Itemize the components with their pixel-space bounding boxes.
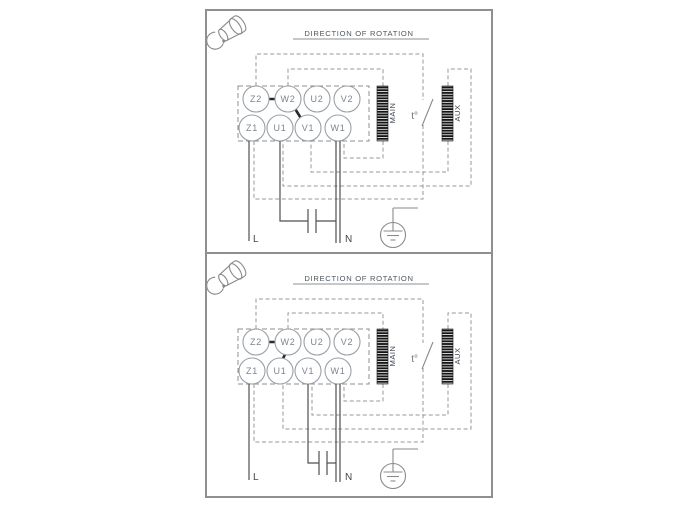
direction-of-rotation-label: DIRECTION OF ROTATION — [304, 29, 414, 38]
terminal-u2-label: U2 — [310, 94, 324, 105]
terminal-block — [238, 329, 369, 384]
thermal-switch-label: t° — [411, 111, 418, 122]
neutral-label: N — [345, 472, 353, 483]
wiring-diagram-2 — [207, 254, 491, 495]
aux-winding — [442, 86, 462, 141]
terminal-w2-label: W2 — [280, 94, 296, 105]
capacitor-wire-left — [308, 384, 319, 463]
thermal-switch — [411, 99, 433, 126]
neutral-wire — [336, 141, 340, 243]
main-winding — [377, 329, 397, 384]
terminal-z2-label: Z2 — [249, 337, 263, 348]
terminal-v1-label: V1 — [301, 123, 315, 134]
terminal-v1-label: V1 — [301, 366, 315, 377]
terminal-u2-label: U2 — [310, 337, 324, 348]
line-label: L — [253, 234, 259, 245]
terminal-w1-label: W1 — [330, 366, 346, 377]
motor-rotation-icon — [207, 259, 248, 298]
terminal-block — [238, 86, 369, 141]
capacitor-wire-left — [280, 141, 308, 221]
external-wiring — [249, 384, 352, 483]
neutral-label: N — [345, 234, 353, 245]
jumper-w2-v1 — [296, 110, 301, 118]
thermal-switch — [411, 342, 433, 369]
terminal-u1-label: U1 — [273, 123, 287, 134]
earth-ground-icon — [381, 449, 419, 489]
terminal-w2-label: W2 — [280, 337, 296, 348]
terminal-w1-label: W1 — [330, 123, 346, 134]
direction-of-rotation-label: DIRECTION OF ROTATION — [304, 274, 414, 283]
terminal-z1-label: Z1 — [245, 366, 259, 377]
external-wiring — [249, 141, 352, 245]
main-winding-label: MAIN — [388, 345, 397, 367]
wiring-panel-1 — [207, 11, 491, 254]
terminal-v2-label: V2 — [340, 94, 354, 105]
motor-rotation-icon — [207, 14, 248, 53]
neutral-wire — [336, 384, 340, 482]
thermal-switch-label: t° — [411, 354, 418, 365]
capacitor — [319, 451, 327, 475]
main-winding — [377, 86, 397, 141]
capacitor — [308, 209, 316, 233]
earth-ground-icon — [381, 208, 419, 248]
line-label: L — [253, 472, 259, 483]
aux-winding-label: AUX — [453, 347, 462, 365]
diagram-frame — [205, 9, 493, 498]
terminal-z2-label: Z2 — [249, 94, 263, 105]
terminal-u1-label: U1 — [273, 366, 287, 377]
wiring-diagram-1 — [207, 11, 491, 252]
main-winding-label: MAIN — [388, 102, 397, 124]
aux-winding — [442, 329, 462, 384]
aux-winding-label: AUX — [453, 104, 462, 122]
wiring-panel-2 — [207, 254, 491, 496]
terminal-z1-label: Z1 — [245, 123, 259, 134]
terminal-v2-label: V2 — [340, 337, 354, 348]
